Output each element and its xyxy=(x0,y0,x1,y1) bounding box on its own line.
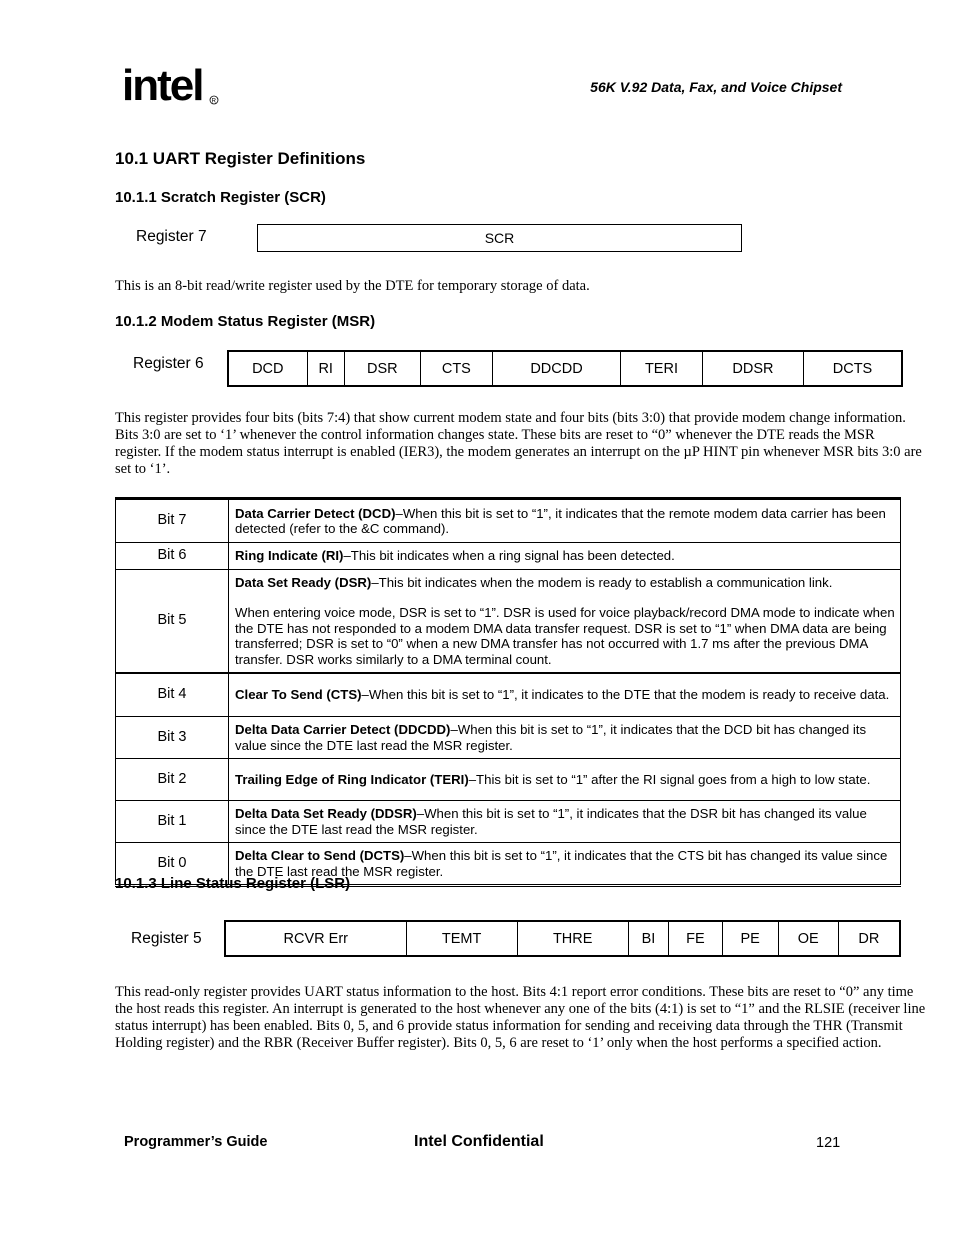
lsr-field-cell: DR xyxy=(838,921,900,956)
scr-register-label: Register 7 xyxy=(136,228,207,245)
bit-number: Bit 1 xyxy=(116,801,229,843)
lsr-field-cell: FE xyxy=(669,921,723,956)
msr-field-cell: DCD xyxy=(228,351,307,386)
bit-number: Bit 3 xyxy=(116,717,229,759)
lsr-bit-fields xyxy=(224,920,901,957)
document-title: 56K V.92 Data, Fax, and Voice Chipset xyxy=(590,79,842,95)
msr-title: 10.1.2 Modem Status Register (MSR) xyxy=(115,313,376,330)
lsr-field-cell: OE xyxy=(778,921,838,956)
msr-bit-row xyxy=(116,717,901,759)
page-number: 121 xyxy=(816,1135,841,1151)
lsr-field-cell: PE xyxy=(722,921,778,956)
bit-description xyxy=(229,801,901,843)
bit-text: –This bit indicates when a ring signal has been detected. xyxy=(343,548,675,564)
msr-description: This register provides four bits (bits 7:4) that show current modem state and four bits (bits 3:0) that provide modem change information. Bits 3:0 are set to ‘1’ whenever the control information changes state. These bits are reset to “0” whenever the DTE reads the MSR register. If the modem status interrupt is enabled (IER3), the modem generates an interrupt on the µP HINT pin whenever MSR bits 3:0 are set to ‘1’. xyxy=(115,410,922,477)
msr-bit-table xyxy=(115,497,901,887)
bit-text: –This bit indicates when the modem is ready to establish a communication link. xyxy=(371,574,833,590)
bit-text: –When this bit is set to “1”, it indicates that the DCD bit has changed its value since the DTE last read the MSR register. xyxy=(235,722,867,753)
bit-number: Bit 4 xyxy=(116,673,229,717)
bit-text: –When this bit is set to “1”, it indicates that the CTS bit has changed its value since the DTE last read the MSR register. xyxy=(235,848,888,879)
bit-number: Bit 7 xyxy=(116,499,229,543)
lsr-register-label: Register 5 xyxy=(131,930,202,947)
bit-text: –When this bit is set to “1”, it indicates that the remote modem data carrier has been detected (refer to the &C command). xyxy=(235,505,886,536)
msr-field-cell: DDSR xyxy=(702,351,803,386)
msr-register-label: Register 6 xyxy=(133,355,204,372)
bit-name: Trailing Edge of Ring Indicator (TERI) xyxy=(235,771,469,787)
msr-field-cell: DCTS xyxy=(803,351,902,386)
msr-field-cell: TERI xyxy=(621,351,703,386)
scr-title: 10.1.1 Scratch Register (SCR) xyxy=(115,189,326,206)
bit-description xyxy=(229,499,901,543)
bit-description xyxy=(229,759,901,801)
intel-logo xyxy=(122,60,222,116)
svg-text:intel: intel xyxy=(122,61,203,110)
bit-name: Data Set Ready (DSR) xyxy=(235,574,372,590)
lsr-title: 10.1.3 Line Status Register (LSR) xyxy=(115,875,351,892)
bit-name: Delta Clear to Send (DCTS) xyxy=(235,848,405,863)
bit-extra-text: When entering voice mode, DSR is set to “1”. DSR is used for voice playback/record DMA mode to indicate when the DTE has not responded to a modem DMA data transfer request. DSR is set to “1” when DMA data are being transferred; DSR is set to “0” when a new DMA transfer has not occurred with 1.7 ms after the previous DMA transfer. DSR works similarly to a DMA terminal count. xyxy=(235,605,895,667)
bit-description xyxy=(229,543,901,570)
msr-field-cell: CTS xyxy=(420,351,492,386)
bit-name: Clear To Send (CTS) xyxy=(235,687,362,703)
bit-number: Bit 5 xyxy=(116,570,229,674)
bit-text: –This bit is set to “1” after the RI signal goes from a high to low state. xyxy=(468,771,871,787)
bit-description xyxy=(229,570,901,674)
bit-number: Bit 2 xyxy=(116,759,229,801)
bit-text: –When this bit is set to “1”, it indicates to the DTE that the modem is ready to receive data. xyxy=(361,687,890,703)
bit-name: Data Carrier Detect (DCD) xyxy=(235,505,396,521)
msr-bit-row xyxy=(116,801,901,843)
lsr-field-cell: TEMT xyxy=(406,921,517,956)
lsr-field-cell: BI xyxy=(628,921,668,956)
svg-text:R: R xyxy=(211,98,216,105)
footer-confidential: Intel Confidential xyxy=(414,1133,544,1150)
msr-bit-fields xyxy=(227,350,903,387)
bit-description xyxy=(229,673,901,717)
lsr-description: This read-only register provides UART status information to the host. Bits 4:1 report error conditions. These bits are reset to “0” any time the host reads this register. An interrupt is generated to the host whenever any one of the bits (4:1) is set to “1” and the RLSIE (receiver line status interrupt) has been enabled. Bits 0, 5, and 6 provide status information for sending and receiving data through the THR (Transmit Holding register) and the RBR (Receiver Buffer register). Bits 0, 5, 6 are reset to ‘1’ only when the host performs a specified action. xyxy=(115,984,926,1051)
bit-description xyxy=(229,717,901,759)
lsr-field-cell: RCVR Err xyxy=(225,921,406,956)
section-title: 10.1 UART Register Definitions xyxy=(115,149,366,168)
bit-number: Bit 6 xyxy=(116,543,229,570)
msr-bit-row xyxy=(116,673,901,717)
scr-description: This is an 8-bit read/write register used by the DTE for temporary storage of data. xyxy=(115,278,590,294)
scr-field: SCR xyxy=(257,224,742,252)
bit-text: –When this bit is set to “1”, it indicates that the DSR bit has changed its value since the DTE last read the MSR register. xyxy=(235,806,867,837)
lsr-field-cell: THRE xyxy=(517,921,628,956)
bit-name: Ring Indicate (RI) xyxy=(235,548,344,564)
bit-number: Bit 0 xyxy=(116,843,229,886)
msr-field-cell: DSR xyxy=(344,351,420,386)
bit-name: Delta Data Carrier Detect (DDCDD) xyxy=(235,722,451,737)
bit-name: Delta Data Set Ready (DDSR) xyxy=(235,806,417,821)
msr-field-cell: RI xyxy=(307,351,344,386)
footer-guide-name: Programmer’s Guide xyxy=(124,1134,268,1150)
msr-bit-row xyxy=(116,499,901,543)
msr-field-cell: DDCDD xyxy=(492,351,620,386)
msr-bit-row xyxy=(116,570,901,674)
msr-bit-row xyxy=(116,759,901,801)
msr-bit-row xyxy=(116,543,901,570)
